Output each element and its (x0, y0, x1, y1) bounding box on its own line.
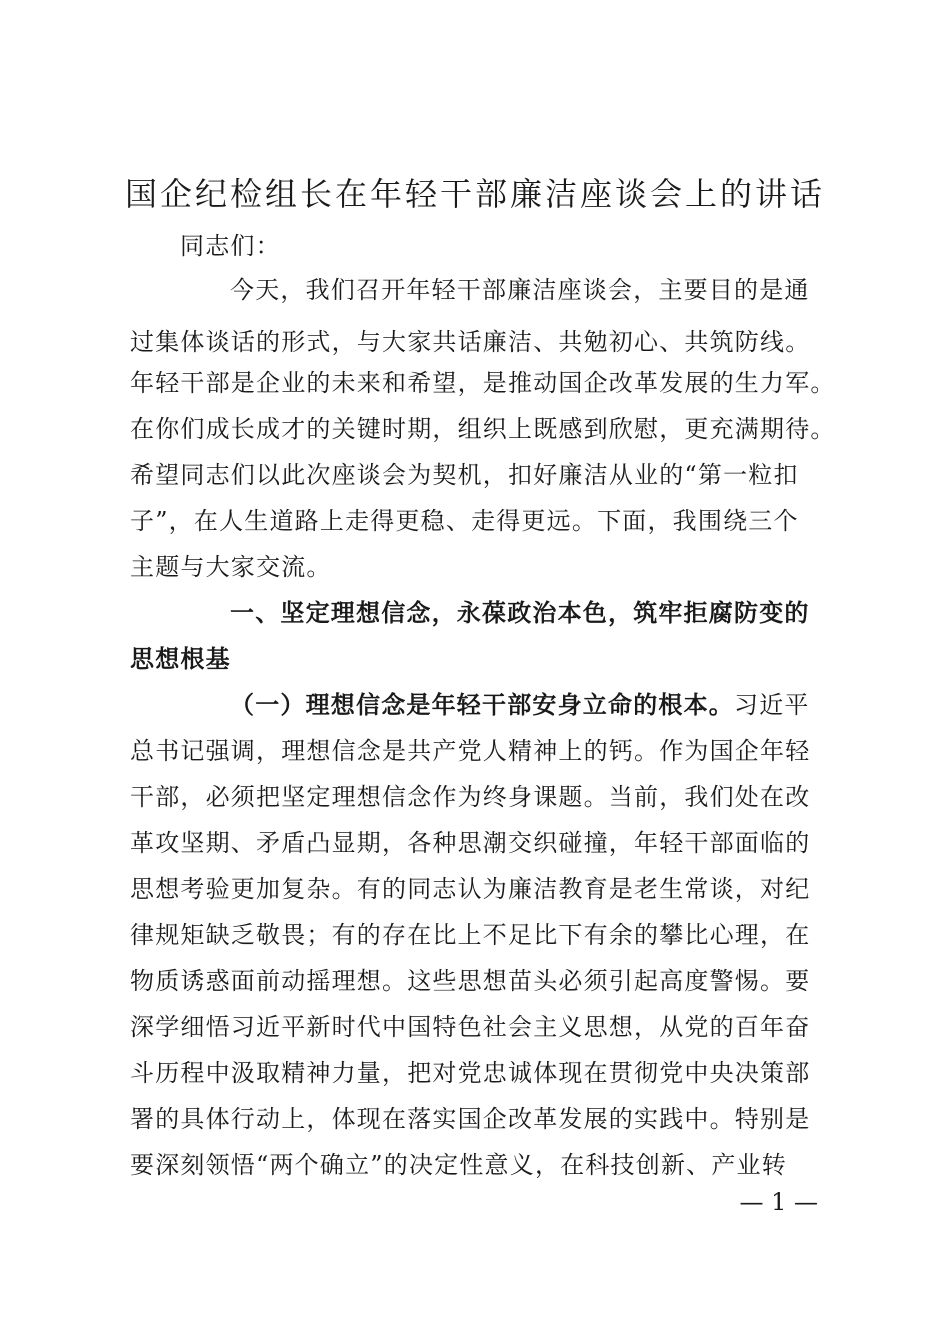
subsection-text: 习近平 (734, 691, 810, 719)
section-heading: 一、坚定理想信念，永葆政治本色，筑牢拒腐防变的 (230, 599, 810, 627)
paragraph-line: 斗历程中汲取精神力量，把对党忠诚体现在贯彻党中央决策部 (130, 1059, 811, 1087)
paragraph-line: 主题与大家交流。 (130, 553, 332, 581)
paragraph-line: 总书记强调，理想信念是共产党人精神上的钙。作为国企年轻 (130, 737, 811, 765)
paragraph-line: 在你们成长成才的关键时期，组织上既感到欣慰，更充满期待。 (130, 415, 836, 443)
paragraph-line: 子”，在人生道路上走得更稳、走得更远。下面，我围绕三个 (130, 507, 799, 535)
subsection-heading: （一）理想信念是年轻干部安身立命的根本。 (230, 691, 734, 719)
subsection-line (230, 681, 930, 729)
paragraph-line: 署的具体行动上，体现在落实国企改革发展的实践中。特别是 (130, 1105, 811, 1133)
paragraph-line: 物质诱惑面前动摇理想。这些思想苗头必须引起高度警惕。要 (130, 967, 811, 995)
paragraph-line: 干部，必须把坚定理想信念作为终身课题。当前，我们处在改 (130, 783, 811, 811)
paragraph-line: 深学细悟习近平新时代中国特色社会主义思想，从党的百年奋 (130, 1013, 811, 1041)
document-title: 国企纪检组长在年轻干部廉洁座谈会上的讲话 (124, 175, 825, 213)
paragraph-line: 希望同志们以此次座谈会为契机，扣好廉洁从业的“第一粒扣 (130, 461, 799, 489)
paragraph-line: 律规矩缺乏敬畏；有的存在比上不足比下有余的攀比心理，在 (130, 921, 811, 949)
salutation: 同志们： (180, 232, 281, 260)
section-heading: 思想根基 (130, 645, 231, 673)
paragraph-line: 过集体谈话的形式，与大家共话廉洁、共勉初心、共筑防线。 (130, 328, 811, 356)
paragraph-line: 革攻坚期、矛盾凸显期，各种思潮交织碰撞，年轻干部面临的 (130, 829, 811, 857)
paragraph-line: 年轻干部是企业的未来和希望，是推动国企改革发展的生力军。 (130, 369, 836, 397)
page-number: — 1 — (739, 1188, 818, 1216)
paragraph-line: 要深刻领悟“两个确立”的决定性意义，在科技创新、产业转 (130, 1151, 787, 1179)
paragraph-line: 思想考验更加复杂。有的同志认为廉洁教育是老生常谈，对纪 (130, 875, 811, 903)
paragraph-line: 今天，我们召开年轻干部廉洁座谈会，主要目的是通 (230, 276, 810, 304)
